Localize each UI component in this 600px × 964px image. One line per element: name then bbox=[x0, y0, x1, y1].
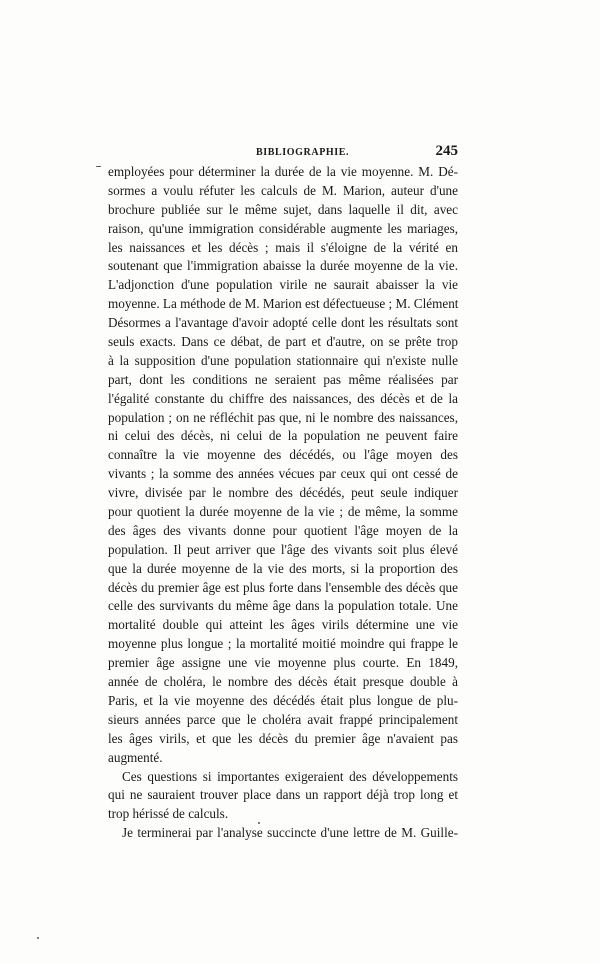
running-head bbox=[108, 143, 458, 163]
text-line: employées pour déterminer la durée de la vie moyenne. M. Dé- bbox=[108, 164, 458, 179]
text-line: pour quotient la durée moyenne de la vie ; de même, la somme bbox=[108, 504, 458, 520]
text-line: part, dont les conditions ne seraient pas même réalisées par bbox=[108, 371, 458, 387]
text-line: vivants ; la somme des années vécues par ceux qui ont cessé de bbox=[108, 466, 458, 482]
text-line: Paris, et la vie moyenne des décédés était plus longue de plu- bbox=[108, 692, 458, 708]
print-speck bbox=[37, 937, 39, 939]
body-text bbox=[108, 163, 458, 843]
print-speck bbox=[258, 822, 260, 824]
text-line: population. Il peut arriver que l'âge des vivants soit plus élevé bbox=[108, 541, 458, 557]
text-line: qui ne sauraient trouver place dans un rapport déjà trop long et bbox=[108, 787, 458, 803]
text-line: les âges virils, et que les décès du premier âge n'avaient pas bbox=[108, 730, 458, 746]
text-line: moyenne plus longue ; la mortalité moitié moindre qui frappe le bbox=[108, 636, 458, 652]
text-line: l'égalité constante du chiffre des naissances, des décès et de la bbox=[108, 390, 458, 406]
paragraph-end-line: augmenté. bbox=[108, 749, 163, 765]
page-number: 245 bbox=[435, 143, 458, 159]
text-line: ni celui des décès, ni celui de la population ne peuvent faire bbox=[108, 428, 458, 444]
paragraph-start-line: Ces questions si importantes exigeraient des développements bbox=[122, 768, 458, 784]
text-line: moyenne. La méthode de M. Marion est défectueuse ; M. Clément bbox=[108, 296, 459, 312]
text-line: que la durée moyenne de la vie des morts, si la proportion des bbox=[108, 560, 458, 576]
text-line: à la supposition d'une population stationnaire qui n'existe nulle bbox=[108, 352, 458, 368]
text-line: mortalité double qui atteint les âges virils détermine une vie bbox=[108, 617, 458, 633]
text-line: sieurs années parce que le choléra avait frappé principalement bbox=[108, 711, 458, 727]
text-line: Désormes a l'avantage d'avoir adopté celle dont les résultats sont bbox=[108, 315, 458, 331]
text-line: premier âge assigne une vie moyenne plus courte. En 1849, bbox=[108, 655, 458, 671]
running-title: BIBLIOGRAPHIE. bbox=[256, 147, 350, 158]
paragraph-end-line: trop hérissé de calculs. bbox=[108, 806, 229, 822]
text-line: L'adjonction d'une population virile ne saurait abaisser la vie bbox=[108, 277, 458, 293]
text-line: raison, qu'une immigration considérable augmente les mariages, bbox=[108, 220, 458, 236]
text-line: des âges des vivants donne pour quotient l'âge moyen de la bbox=[108, 522, 458, 538]
text-line: soutenant que l'immigration abaisse la durée moyenne de la vie. bbox=[108, 258, 458, 274]
text-line: connaître la vie moyenne des décédés, ou l'âge moyen des bbox=[108, 447, 458, 463]
text-line: décès du premier âge est plus forte dans l'ensemble des décès que bbox=[108, 579, 458, 595]
text-line: les naissances et les décès ; mais il s'éloigne de la vérité en bbox=[108, 239, 458, 255]
paragraph-start-line: Je terminerai par l'analyse succincte d'une lettre de M. Guille- bbox=[122, 825, 458, 841]
text-line: sormes a voulu réfuter les calculs de M. Marion, auteur d'une bbox=[108, 182, 458, 198]
text-line: celle des survivants du même âge dans la population totale. Une bbox=[108, 598, 458, 614]
text-line: vivre, divisée par le nombre des décédés, peut seule indiquer bbox=[108, 485, 458, 501]
print-speck bbox=[96, 166, 101, 167]
text-line: année de choléra, le nombre des décès était presque double à bbox=[108, 674, 458, 690]
text-line: brochure publiée sur le même sujet, dans laquelle il dit, avec bbox=[108, 201, 458, 217]
text-line: population ; on ne réfléchit pas que, ni le nombre des naissances, bbox=[108, 409, 458, 425]
text-line: seuls exacts. Dans ce débat, de part et d'autre, on se prête trop bbox=[108, 334, 458, 350]
